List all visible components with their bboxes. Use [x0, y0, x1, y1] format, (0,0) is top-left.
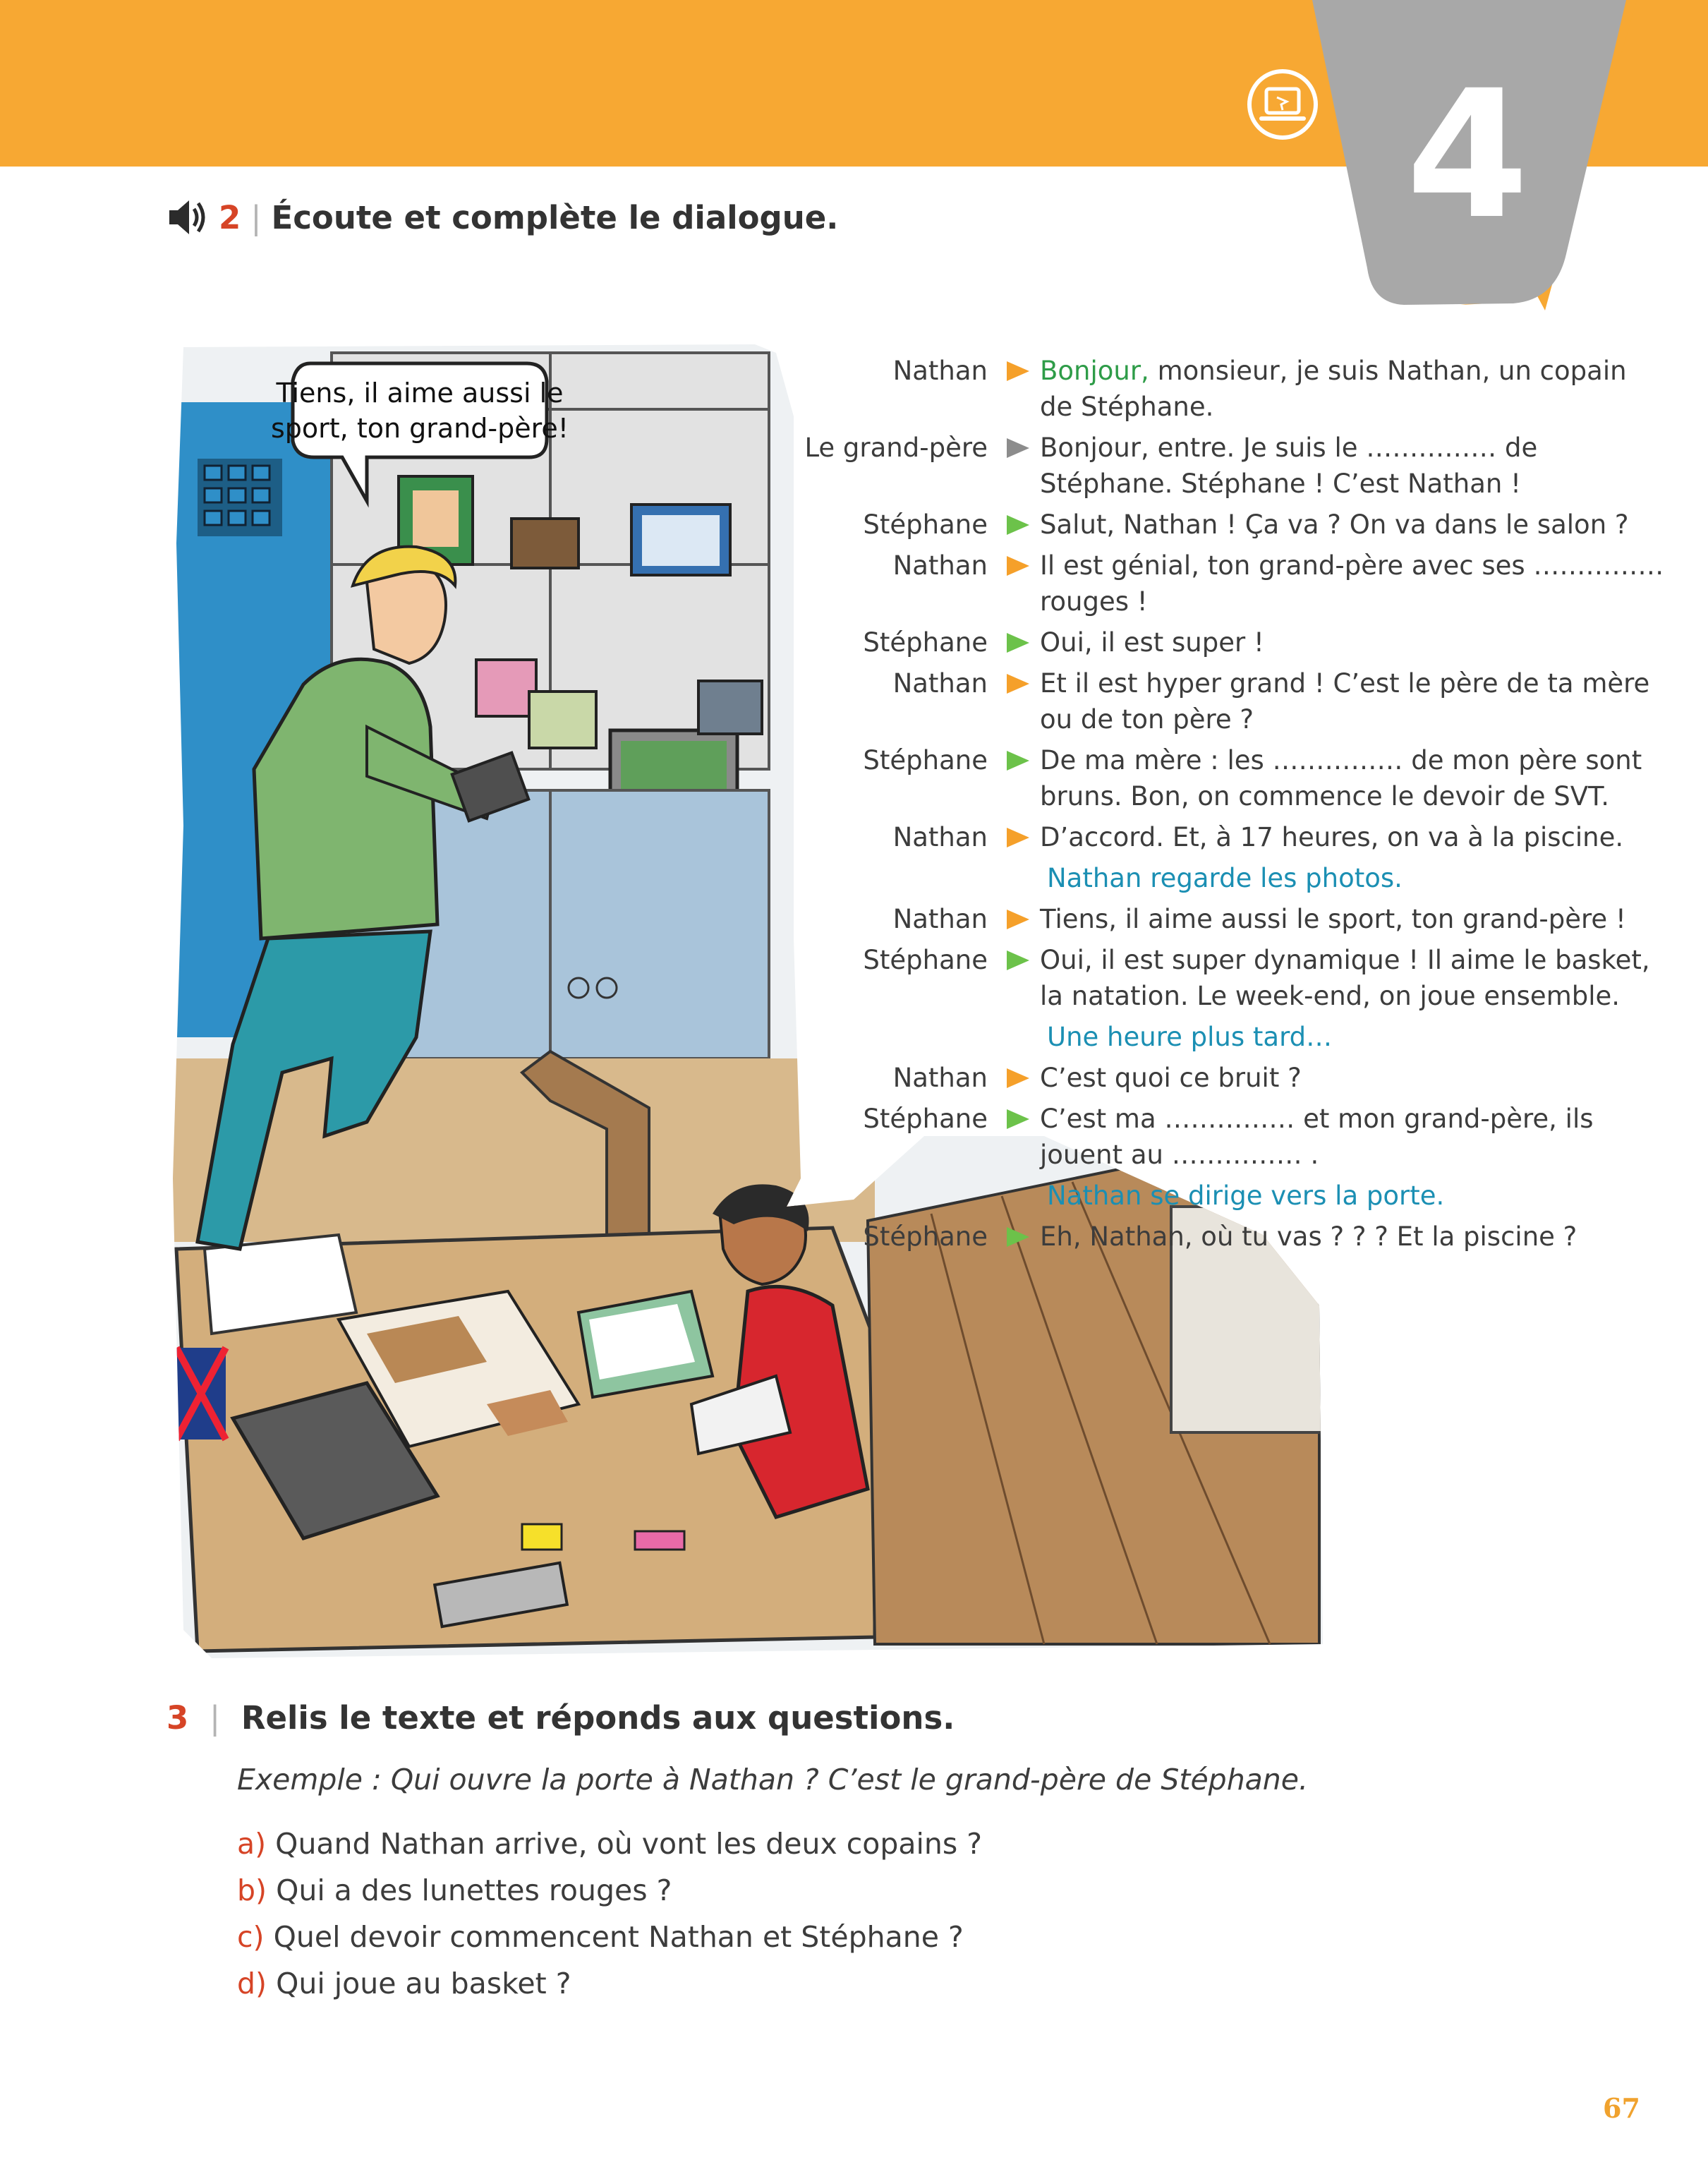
- line-content: Tiens, il aime aussi le sport, ton grand-père !: [1040, 904, 1626, 934]
- question-text: Qui a des lunettes rouges ?: [276, 1873, 672, 1907]
- speech-bubble-line-1: Tiens, il aime aussi le: [276, 378, 564, 409]
- dialogue-text: [1040, 353, 1665, 425]
- line-content: Oui, il est super !: [1040, 627, 1264, 658]
- line-content: C’est quoi ce bruit ?: [1040, 1063, 1302, 1093]
- speaker-name: Nathan: [892, 822, 988, 852]
- speaker-name: Le grand-père: [804, 433, 988, 463]
- play-arrow-icon: [1003, 901, 1033, 937]
- question-text: Qui joue au basket ?: [276, 1967, 571, 2000]
- line-content: Bonjour, entre. Je suis le …………… de Stéphane. Stéphane ! C’est Nathan !: [1040, 433, 1538, 499]
- dialogue-text: [1040, 1101, 1665, 1173]
- stage-direction: Une heure plus tard…: [1047, 1022, 1333, 1052]
- dialogue-line: [783, 507, 1665, 543]
- stage-direction: Nathan regarde les photos.: [1047, 863, 1403, 893]
- question-letter: b): [237, 1873, 267, 1907]
- speaker-name: Stéphane: [863, 745, 988, 775]
- line-content: D’accord. Et, à 17 heures, on va à la piscine.: [1040, 822, 1624, 852]
- computer-screen-icon[interactable]: [1246, 68, 1319, 141]
- play-arrow-icon: [1003, 624, 1033, 660]
- dialogue-line: [783, 742, 1665, 814]
- dialogue-line: [783, 353, 1665, 425]
- play-arrow-icon: [1003, 507, 1033, 543]
- speaker-name: Nathan: [892, 904, 988, 934]
- divider: |: [209, 1699, 221, 1737]
- dialogue-text: [1040, 819, 1665, 855]
- line-content: monsieur, je suis Nathan, un copain de Stéphane.: [1040, 356, 1627, 422]
- question-letter: d): [237, 1967, 267, 2000]
- dialogue-line: [783, 1101, 1665, 1173]
- exercise-number: 3: [166, 1699, 189, 1737]
- question-item: [237, 1914, 982, 1960]
- line-content: Salut, Nathan ! Ça va ? On va dans le salon ?: [1040, 509, 1629, 540]
- line-content: C’est ma …………… et mon grand-père, ils jouent au …………… .: [1040, 1104, 1594, 1170]
- dialogue-text: [1040, 430, 1665, 502]
- dialogue-text: [1040, 548, 1665, 620]
- play-arrow-icon: [1003, 665, 1033, 701]
- divider: |: [250, 198, 262, 236]
- dialogue-line: [783, 430, 1665, 502]
- dialogue-text: [1040, 507, 1665, 543]
- speech-bubble-line-2: sport, ton grand-père!: [270, 413, 569, 444]
- page-number: 67: [1603, 2092, 1640, 2124]
- dialogue-line: [783, 624, 1665, 660]
- speaker-name: Stéphane: [863, 509, 988, 540]
- speaker-name: Nathan: [892, 1063, 988, 1093]
- dialogue-line: [783, 1219, 1665, 1255]
- play-arrow-icon: [1003, 742, 1033, 778]
- stage-direction: Nathan se dirige vers la porte.: [1047, 1181, 1445, 1211]
- dialogue-line: [783, 1060, 1665, 1096]
- dialogue-text: [1040, 1060, 1665, 1096]
- play-arrow-icon: [1003, 819, 1033, 855]
- speaker-name: Nathan: [892, 668, 988, 699]
- play-arrow-icon: [1003, 548, 1033, 584]
- speaker-icon[interactable]: [166, 196, 210, 239]
- speaker-name: Stéphane: [863, 945, 988, 975]
- greeting-word: Bonjour,: [1040, 356, 1149, 386]
- dialogue-line: [783, 901, 1665, 937]
- exercise-2-heading: [166, 196, 838, 239]
- speaker-name: Stéphane: [863, 1104, 988, 1134]
- dialogue-line: [783, 942, 1665, 1014]
- dialogue-text: [1040, 1219, 1665, 1255]
- question-list: [237, 1821, 982, 2007]
- dialogue: [783, 353, 1665, 1260]
- dialogue-text: [1040, 624, 1665, 660]
- exercise-title: Écoute et complète le dialogue.: [271, 198, 839, 236]
- speaker-name: Stéphane: [863, 1221, 988, 1252]
- dialogue-text: [1040, 942, 1665, 1014]
- speaker-name: Stéphane: [863, 627, 988, 658]
- dialogue-text: [1040, 742, 1665, 814]
- question-item: [237, 1821, 982, 1867]
- question-letter: a): [237, 1827, 267, 1861]
- example-sentence: Exemple : Qui ouvre la porte à Nathan ? C’est le grand-père de Stéphane.: [237, 1763, 1309, 1797]
- dialogue-line: [783, 819, 1665, 855]
- line-content: Et il est hyper grand ! C’est le père de ta mère ou de ton père ?: [1040, 668, 1650, 735]
- speaker-name: Nathan: [892, 550, 988, 581]
- dialogue-text: [1040, 901, 1665, 937]
- play-arrow-icon: [1003, 353, 1033, 389]
- dialogue-text: [1040, 665, 1665, 737]
- play-arrow-icon: [1003, 1101, 1033, 1137]
- play-arrow-icon: [1003, 942, 1033, 978]
- dialogue-line: [783, 548, 1665, 620]
- speaker-name: Nathan: [892, 356, 988, 386]
- question-item: [237, 1867, 982, 1914]
- question-text: Quel devoir commencent Nathan et Stéphane ?: [273, 1920, 964, 1954]
- exercise-3-heading: [166, 1699, 955, 1737]
- play-arrow-icon: [1003, 1219, 1033, 1255]
- exercise-title: Relis le texte et réponds aux questions.: [241, 1699, 955, 1737]
- dialogue-line: [783, 665, 1665, 737]
- exercise-number: 2: [219, 198, 241, 236]
- line-content: Il est génial, ton grand-père avec ses …………… rouges !: [1040, 550, 1664, 617]
- unit-number: 4: [1406, 52, 1529, 258]
- play-arrow-icon: [1003, 430, 1033, 466]
- line-content: De ma mère : les …………… de mon père sont bruns. Bon, on commence le devoir de SVT.: [1040, 745, 1642, 811]
- play-arrow-icon: [1003, 1060, 1033, 1096]
- question-text: Quand Nathan arrive, où vont les deux copains ?: [275, 1827, 983, 1861]
- line-content: Oui, il est super dynamique ! Il aime le basket, la natation. Le week-end, on joue ensemble.: [1040, 945, 1650, 1011]
- question-letter: c): [237, 1920, 265, 1954]
- question-item: [237, 1960, 982, 2007]
- line-content: Eh, Nathan, où tu vas ? ? ? Et la piscine ?: [1040, 1221, 1577, 1252]
